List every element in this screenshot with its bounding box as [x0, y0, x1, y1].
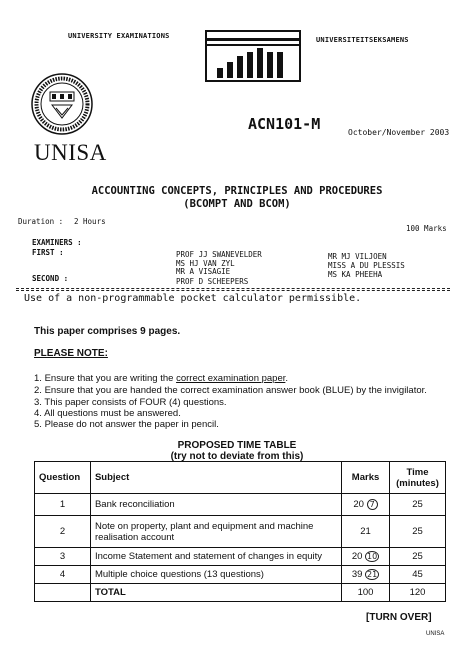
exam-subtitle: (BCOMPT AND BCOM) — [183, 198, 291, 210]
timetable — [34, 461, 446, 602]
unisa-wordmark: UNISA — [34, 140, 107, 165]
subject-cell: Note on property, plant and equipment and machine realisation account — [90, 516, 341, 548]
column-header: Question — [35, 462, 91, 494]
duration-label: Duration : — [18, 217, 64, 226]
total-marks-cell: 100 — [342, 584, 390, 602]
university-seal-icon — [30, 72, 94, 136]
examiners-second-label: SECOND : — [32, 274, 69, 283]
table-total-row — [35, 584, 446, 602]
list-item — [34, 397, 227, 408]
timetable-title: PROPOSED TIME TABLE — [177, 440, 297, 451]
examiner-name: MISS A DU PLESSIS — [328, 261, 405, 270]
list-text: All questions must be answered. — [44, 408, 181, 419]
exam-title: ACCOUNTING CONCEPTS, PRINCIPLES AND PROCEDURES — [91, 185, 383, 197]
marks-value: 20 — [351, 551, 363, 562]
list-number: 4. — [34, 408, 42, 419]
pages-note: This paper comprises 9 pages. — [34, 326, 181, 337]
duration-value: 2 Hours — [74, 217, 106, 226]
marks-value: 20 — [353, 499, 364, 510]
list-number: 1. — [34, 373, 42, 384]
total-label: TOTAL — [90, 584, 341, 602]
examiner-name: MS KA PHEEHA — [328, 270, 383, 279]
table-header-row — [35, 462, 446, 494]
time-cell: 25 — [390, 516, 446, 548]
total-time-cell: 120 — [390, 584, 446, 602]
examiner-name: PROF D SCHEEPERS — [176, 277, 249, 286]
time-cell: 25 — [390, 494, 446, 516]
divider — [16, 290, 450, 291]
timetable-subtitle: (try not to deviate from this) — [170, 451, 304, 462]
handwritten-mark: 10 — [367, 552, 378, 561]
list-text: Ensure that you are writing the — [44, 373, 177, 384]
empty-cell — [35, 584, 91, 602]
table-row — [35, 516, 446, 548]
question-cell: 1 — [35, 494, 91, 516]
list-item — [34, 419, 219, 430]
table-row — [35, 548, 446, 566]
question-cell: 2 — [35, 516, 91, 548]
header-left-text: UNIVERSITY EXAMINATIONS — [68, 32, 170, 40]
turn-over-text: [TURN OVER] — [366, 612, 432, 623]
total-marks: 100 Marks — [406, 224, 447, 233]
table-row — [35, 566, 446, 584]
marks-cell: 21 — [342, 516, 390, 548]
list-item — [34, 408, 181, 419]
table-row — [35, 494, 446, 516]
subject-cell: Bank reconciliation — [90, 494, 341, 516]
please-note-heading: PLEASE NOTE: — [34, 348, 108, 359]
time-cell: 45 — [390, 566, 446, 584]
examiner-name: MR A VISAGIE — [176, 267, 231, 276]
exam-date: October/November 2003 — [348, 128, 450, 137]
list-number: 5. — [34, 419, 42, 430]
marks-cell — [342, 566, 390, 584]
underlined-text: correct examination paper — [176, 373, 286, 384]
header-right-text: UNIVERSITEITSEKSAMENS — [316, 36, 409, 44]
examiners-first-label: FIRST : — [32, 248, 64, 257]
question-cell: 4 — [35, 566, 91, 584]
marks-value: 39 — [351, 569, 363, 580]
marks-cell — [342, 548, 390, 566]
footer-unisa: UNISA — [426, 631, 445, 637]
exam-code: ACN101-M — [248, 115, 321, 133]
column-header: Time (minutes) — [390, 462, 446, 494]
question-cell: 3 — [35, 548, 91, 566]
column-header: Subject — [90, 462, 341, 494]
list-text: Ensure that you are handed the correct examination answer book (BLUE) by the invigilator. — [44, 385, 427, 396]
list-text: This paper consists of FOUR (4) questions. — [44, 397, 227, 408]
marks-cell — [342, 494, 390, 516]
column-header: Marks — [342, 462, 390, 494]
list-item — [34, 373, 288, 384]
time-cell: 25 — [390, 548, 446, 566]
subject-cell: Multiple choice questions (13 questions) — [90, 566, 341, 584]
examiner-name: PROF JJ SWANEVELDER — [176, 250, 262, 259]
list-item — [34, 385, 427, 396]
handwritten-mark: 21 — [367, 570, 378, 579]
subject-cell: Income Statement and statement of changes in equity — [90, 548, 341, 566]
list-text: . — [285, 373, 289, 384]
divider — [16, 288, 450, 289]
barcode-graphic — [205, 30, 301, 82]
list-text: Please do not answer the paper in pencil. — [44, 419, 219, 430]
list-number: 2. — [34, 385, 42, 396]
handwritten-mark: 7 — [367, 499, 378, 510]
examiner-name: MR MJ VILJOEN — [328, 252, 387, 261]
examiner-name: MS HJ VAN ZYL — [176, 259, 235, 268]
list-number: 3. — [34, 397, 42, 408]
calculator-note: Use of a non-programmable pocket calculator permissible. — [24, 293, 362, 304]
examiners-heading: EXAMINERS : — [32, 238, 82, 247]
